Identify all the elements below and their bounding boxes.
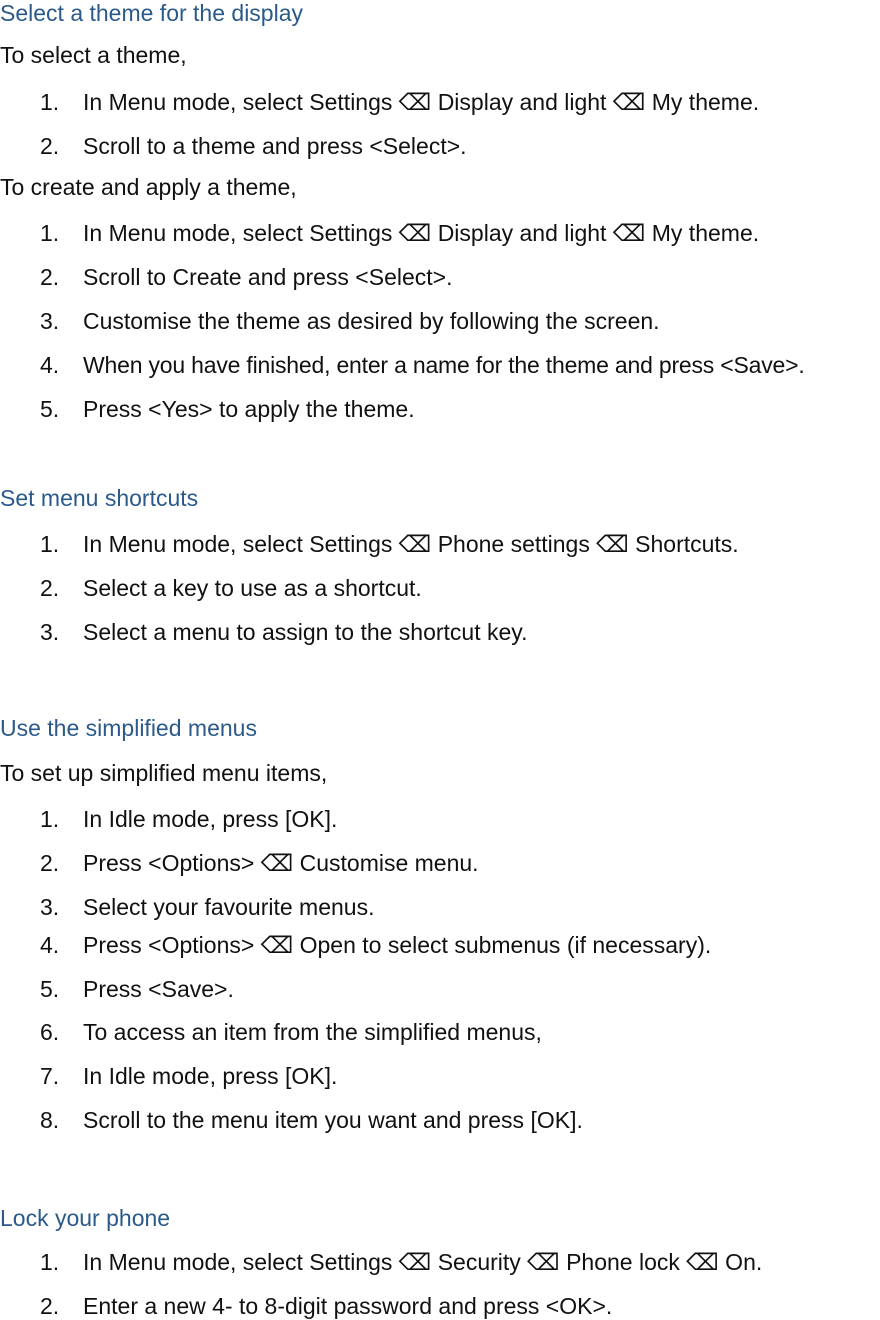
step-number: 1. — [40, 89, 60, 115]
step-text: Press <Options> ⌫ Open to select submenus (if necessary). — [83, 932, 712, 958]
step-number: 2. — [40, 575, 60, 601]
step-text: In Menu mode, select Settings ⌫ Security ⌫ Phone lock ⌫ On. — [83, 1249, 763, 1275]
step-number: 1. — [40, 1249, 60, 1275]
step-text: Customise the theme as desired by following the screen. — [83, 308, 660, 334]
step-text: Select a key to use as a shortcut. — [83, 575, 422, 601]
step-number: 1. — [40, 806, 60, 832]
intro-select-theme: To select a theme, — [0, 42, 187, 68]
step-number: 3. — [40, 894, 60, 920]
step-number: 6. — [40, 1019, 60, 1045]
step-number: 4. — [40, 932, 60, 958]
step-text: Enter a new 4- to 8-digit password and press <OK>. — [83, 1293, 613, 1319]
step-number: 1. — [40, 531, 60, 557]
step-number: 2. — [40, 1293, 60, 1319]
step-number: 7. — [40, 1063, 60, 1089]
section-heading-select-theme: Select a theme for the display — [0, 0, 303, 26]
step-text: In Menu mode, select Settings ⌫ Display and light ⌫ My theme. — [83, 89, 760, 115]
step-text: To access an item from the simplified menus, — [83, 1019, 542, 1045]
step-text: In Idle mode, press [OK]. — [83, 1063, 338, 1089]
step-number: 8. — [40, 1107, 60, 1133]
step-number: 2. — [40, 133, 60, 159]
step-text: Scroll to a theme and press <Select>. — [83, 133, 467, 159]
step-number: 5. — [40, 976, 60, 1002]
step-number: 1. — [40, 220, 60, 246]
section-heading-lock-phone: Lock your phone — [0, 1205, 171, 1231]
intro-create-theme: To create and apply a theme, — [0, 174, 297, 200]
step-text: Scroll to Create and press <Select>. — [83, 264, 453, 290]
intro-simplified-menus: To set up simplified menu items, — [0, 760, 328, 786]
step-number: 3. — [40, 619, 60, 645]
step-text: When you have finished, enter a name for the theme and press <Save>. — [83, 352, 805, 378]
step-number: 3. — [40, 308, 60, 334]
step-text: Press <Options> ⌫ Customise menu. — [83, 850, 479, 876]
step-number: 4. — [40, 352, 60, 378]
step-text: Select a menu to assign to the shortcut key. — [83, 619, 528, 645]
step-text: Press <Save>. — [83, 976, 234, 1002]
step-number: 2. — [40, 850, 60, 876]
step-text: In Idle mode, press [OK]. — [83, 806, 338, 832]
step-text: Select your favourite menus. — [83, 894, 375, 920]
step-text: In Menu mode, select Settings ⌫ Display and light ⌫ My theme. — [83, 220, 760, 246]
step-text: Press <Yes> to apply the theme. — [83, 396, 415, 422]
section-heading-simplified-menus: Use the simplified menus — [0, 715, 257, 741]
section-heading-menu-shortcuts: Set menu shortcuts — [0, 485, 199, 511]
step-text: In Menu mode, select Settings ⌫ Phone settings ⌫ Shortcuts. — [83, 531, 739, 557]
step-number: 2. — [40, 264, 60, 290]
step-text: Scroll to the menu item you want and press [OK]. — [83, 1107, 583, 1133]
step-number: 5. — [40, 396, 60, 422]
